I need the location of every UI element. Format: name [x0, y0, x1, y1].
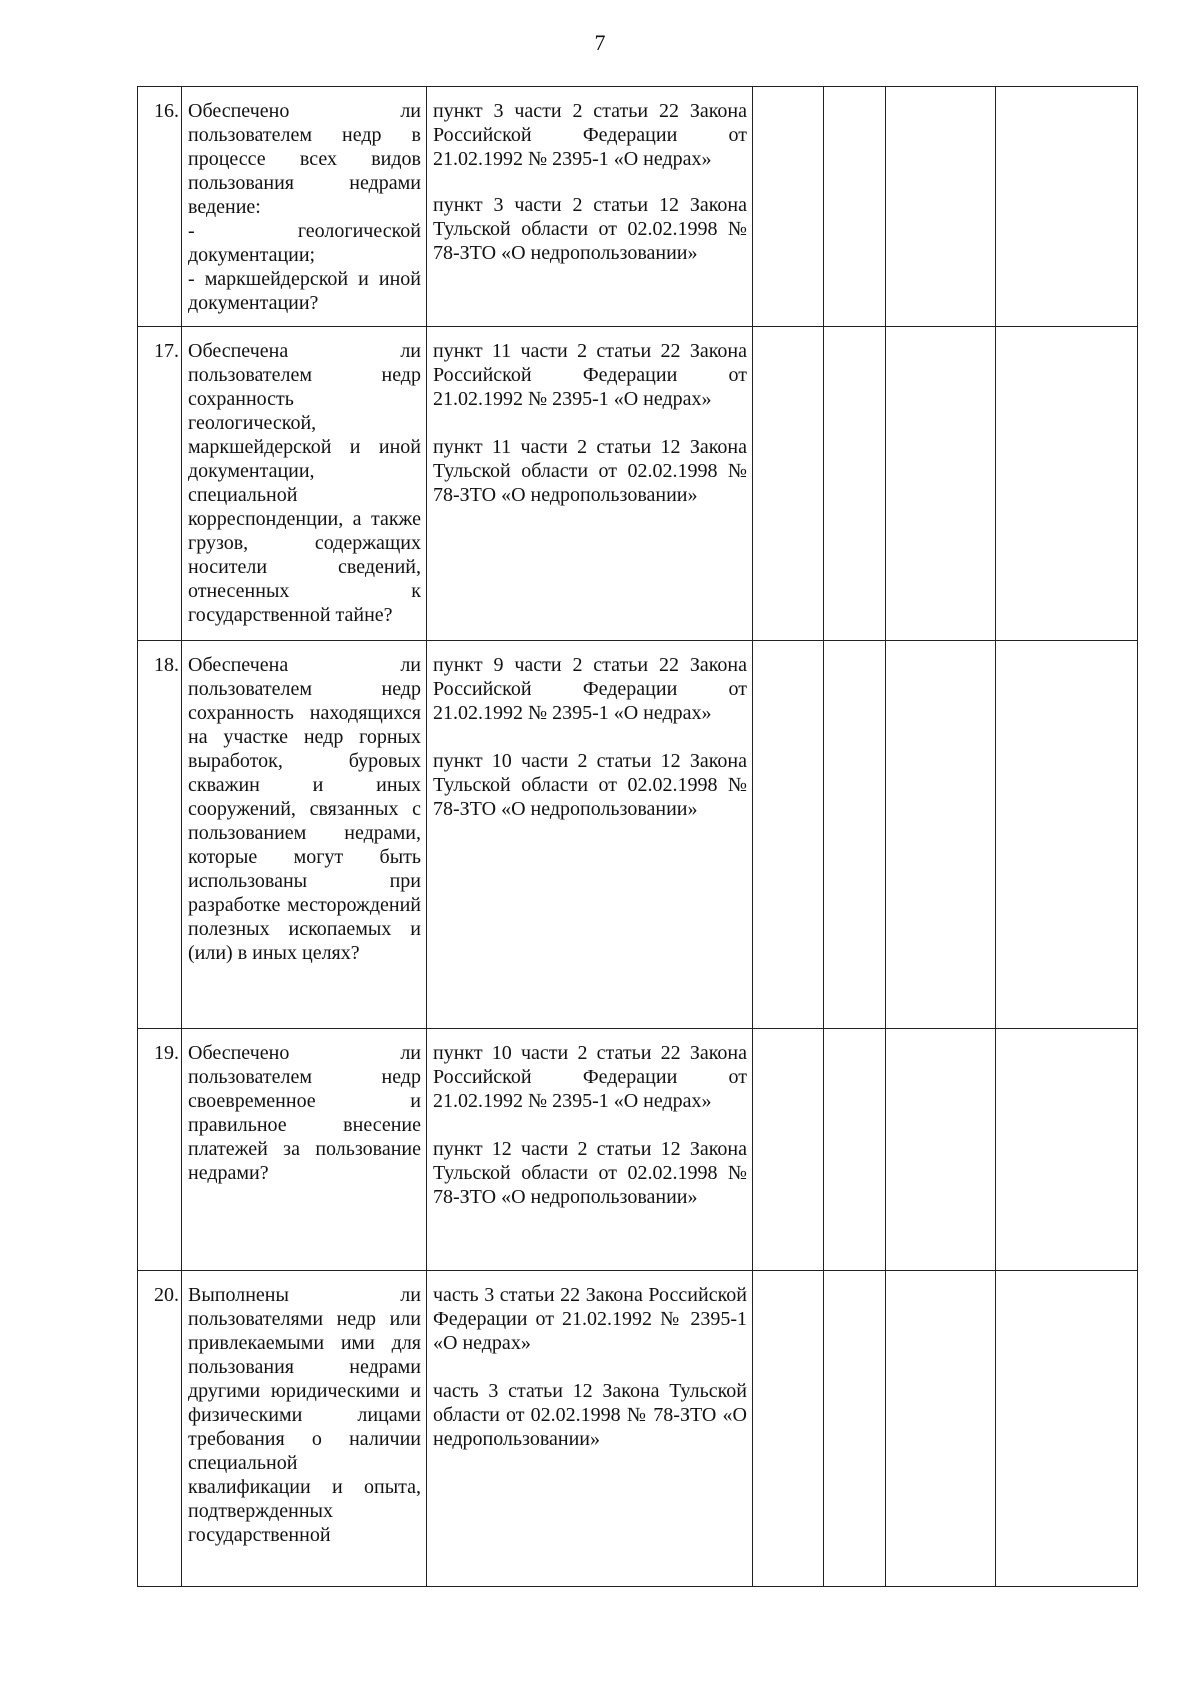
empty-cell[interactable] [753, 641, 824, 1029]
question-text: Обеспечено ли пользователем недр в процессе всех видов пользования недрами ведение: [188, 100, 421, 218]
question-cell [182, 87, 427, 327]
law-reference: пункт 3 части 2 статьи 22 Закона Российской Федерации от 21.02.1992 № 2395-1 «О недрах» [433, 100, 747, 170]
empty-cell[interactable] [996, 87, 1138, 327]
empty-cell[interactable] [996, 1271, 1138, 1587]
law-reference: пункт 3 части 2 статьи 12 Закона Тульской области от 02.02.1998 № 78-ЗТО «О недропользовании» [433, 194, 747, 264]
empty-cell[interactable] [886, 87, 996, 327]
law-reference-cell [427, 1029, 753, 1271]
question-cell [182, 327, 427, 641]
empty-cell[interactable] [886, 1029, 996, 1271]
question-text: - маркшейдерской и иной документации? [188, 268, 421, 314]
question-text: Выполнены ли пользователями недр или привлекаемыми ими для пользования недрами другими юридическими и физическими лицами требования о наличии специальной квалификации и опыта, подтвержденных государственной [188, 1284, 421, 1546]
law-reference: пункт 11 части 2 статьи 12 Закона Тульской области от 02.02.1998 № 78-ЗТО «О недропользовании» [433, 436, 747, 506]
question-cell [182, 1271, 427, 1587]
row-number: 16. [138, 87, 182, 327]
table-row [138, 641, 1138, 1029]
empty-cell[interactable] [824, 1029, 886, 1271]
row-number: 19. [138, 1029, 182, 1271]
empty-cell[interactable] [996, 1029, 1138, 1271]
law-reference-cell [427, 641, 753, 1029]
law-reference: пункт 12 части 2 статьи 12 Закона Тульской области от 02.02.1998 № 78-ЗТО «О недропользовании» [433, 1138, 747, 1208]
question-cell [182, 1029, 427, 1271]
law-reference: пункт 11 части 2 статьи 22 Закона Российской Федерации от 21.02.1992 № 2395-1 «О недрах» [433, 340, 747, 410]
table-row [138, 327, 1138, 641]
empty-cell[interactable] [753, 327, 824, 641]
row-number: 18. [138, 641, 182, 1029]
table-row [138, 87, 1138, 327]
table-row [138, 1029, 1138, 1271]
law-reference-cell [427, 87, 753, 327]
empty-cell[interactable] [753, 1271, 824, 1587]
law-reference: часть 3 статьи 12 Закона Тульской области от 02.02.1998 № 78-ЗТО «О недропользовании» [433, 1380, 747, 1450]
law-reference-cell [427, 327, 753, 641]
checklist-table [137, 86, 1138, 1587]
question-text: Обеспечена ли пользователем недр сохранность геологической, маркшейдерской и иной документации, специальной корреспонденции, а также грузов, содержащих носители сведений, отнесенных к государственной тайне? [188, 340, 421, 626]
question-text: Обеспечена ли пользователем недр сохранность находящихся на участке недр горных выработок, буровых скважин и иных сооружений, связанных с пользованием недрами, которые могут быть использованы при разработке месторождений полезных ископаемых и (или) в иных целях? [188, 654, 421, 964]
law-reference-cell [427, 1271, 753, 1587]
question-text: Обеспечено ли пользователем недр своевременное и правильное внесение платежей за пользование недрами? [188, 1042, 421, 1184]
empty-cell[interactable] [886, 1271, 996, 1587]
empty-cell[interactable] [824, 1271, 886, 1587]
empty-cell[interactable] [996, 641, 1138, 1029]
law-reference: пункт 10 части 2 статьи 12 Закона Тульской области от 02.02.1998 № 78-ЗТО «О недропользовании» [433, 750, 747, 820]
table-row [138, 1271, 1138, 1587]
empty-cell[interactable] [886, 641, 996, 1029]
empty-cell[interactable] [824, 641, 886, 1029]
empty-cell[interactable] [996, 327, 1138, 641]
empty-cell[interactable] [753, 1029, 824, 1271]
page-number: 7 [594, 30, 606, 55]
empty-cell[interactable] [753, 87, 824, 327]
law-reference: часть 3 статьи 22 Закона Российской Федерации от 21.02.1992 № 2395-1 «О недрах» [433, 1284, 747, 1354]
question-cell [182, 641, 427, 1029]
law-reference: пункт 9 части 2 статьи 22 Закона Российской Федерации от 21.02.1992 № 2395-1 «О недрах» [433, 654, 747, 724]
empty-cell[interactable] [824, 327, 886, 641]
empty-cell[interactable] [886, 327, 996, 641]
law-reference: пункт 10 части 2 статьи 22 Закона Российской Федерации от 21.02.1992 № 2395-1 «О недрах» [433, 1042, 747, 1112]
row-number: 17. [138, 327, 182, 641]
empty-cell[interactable] [824, 87, 886, 327]
question-text: - геологической документации; [188, 220, 421, 266]
row-number: 20. [138, 1271, 182, 1587]
